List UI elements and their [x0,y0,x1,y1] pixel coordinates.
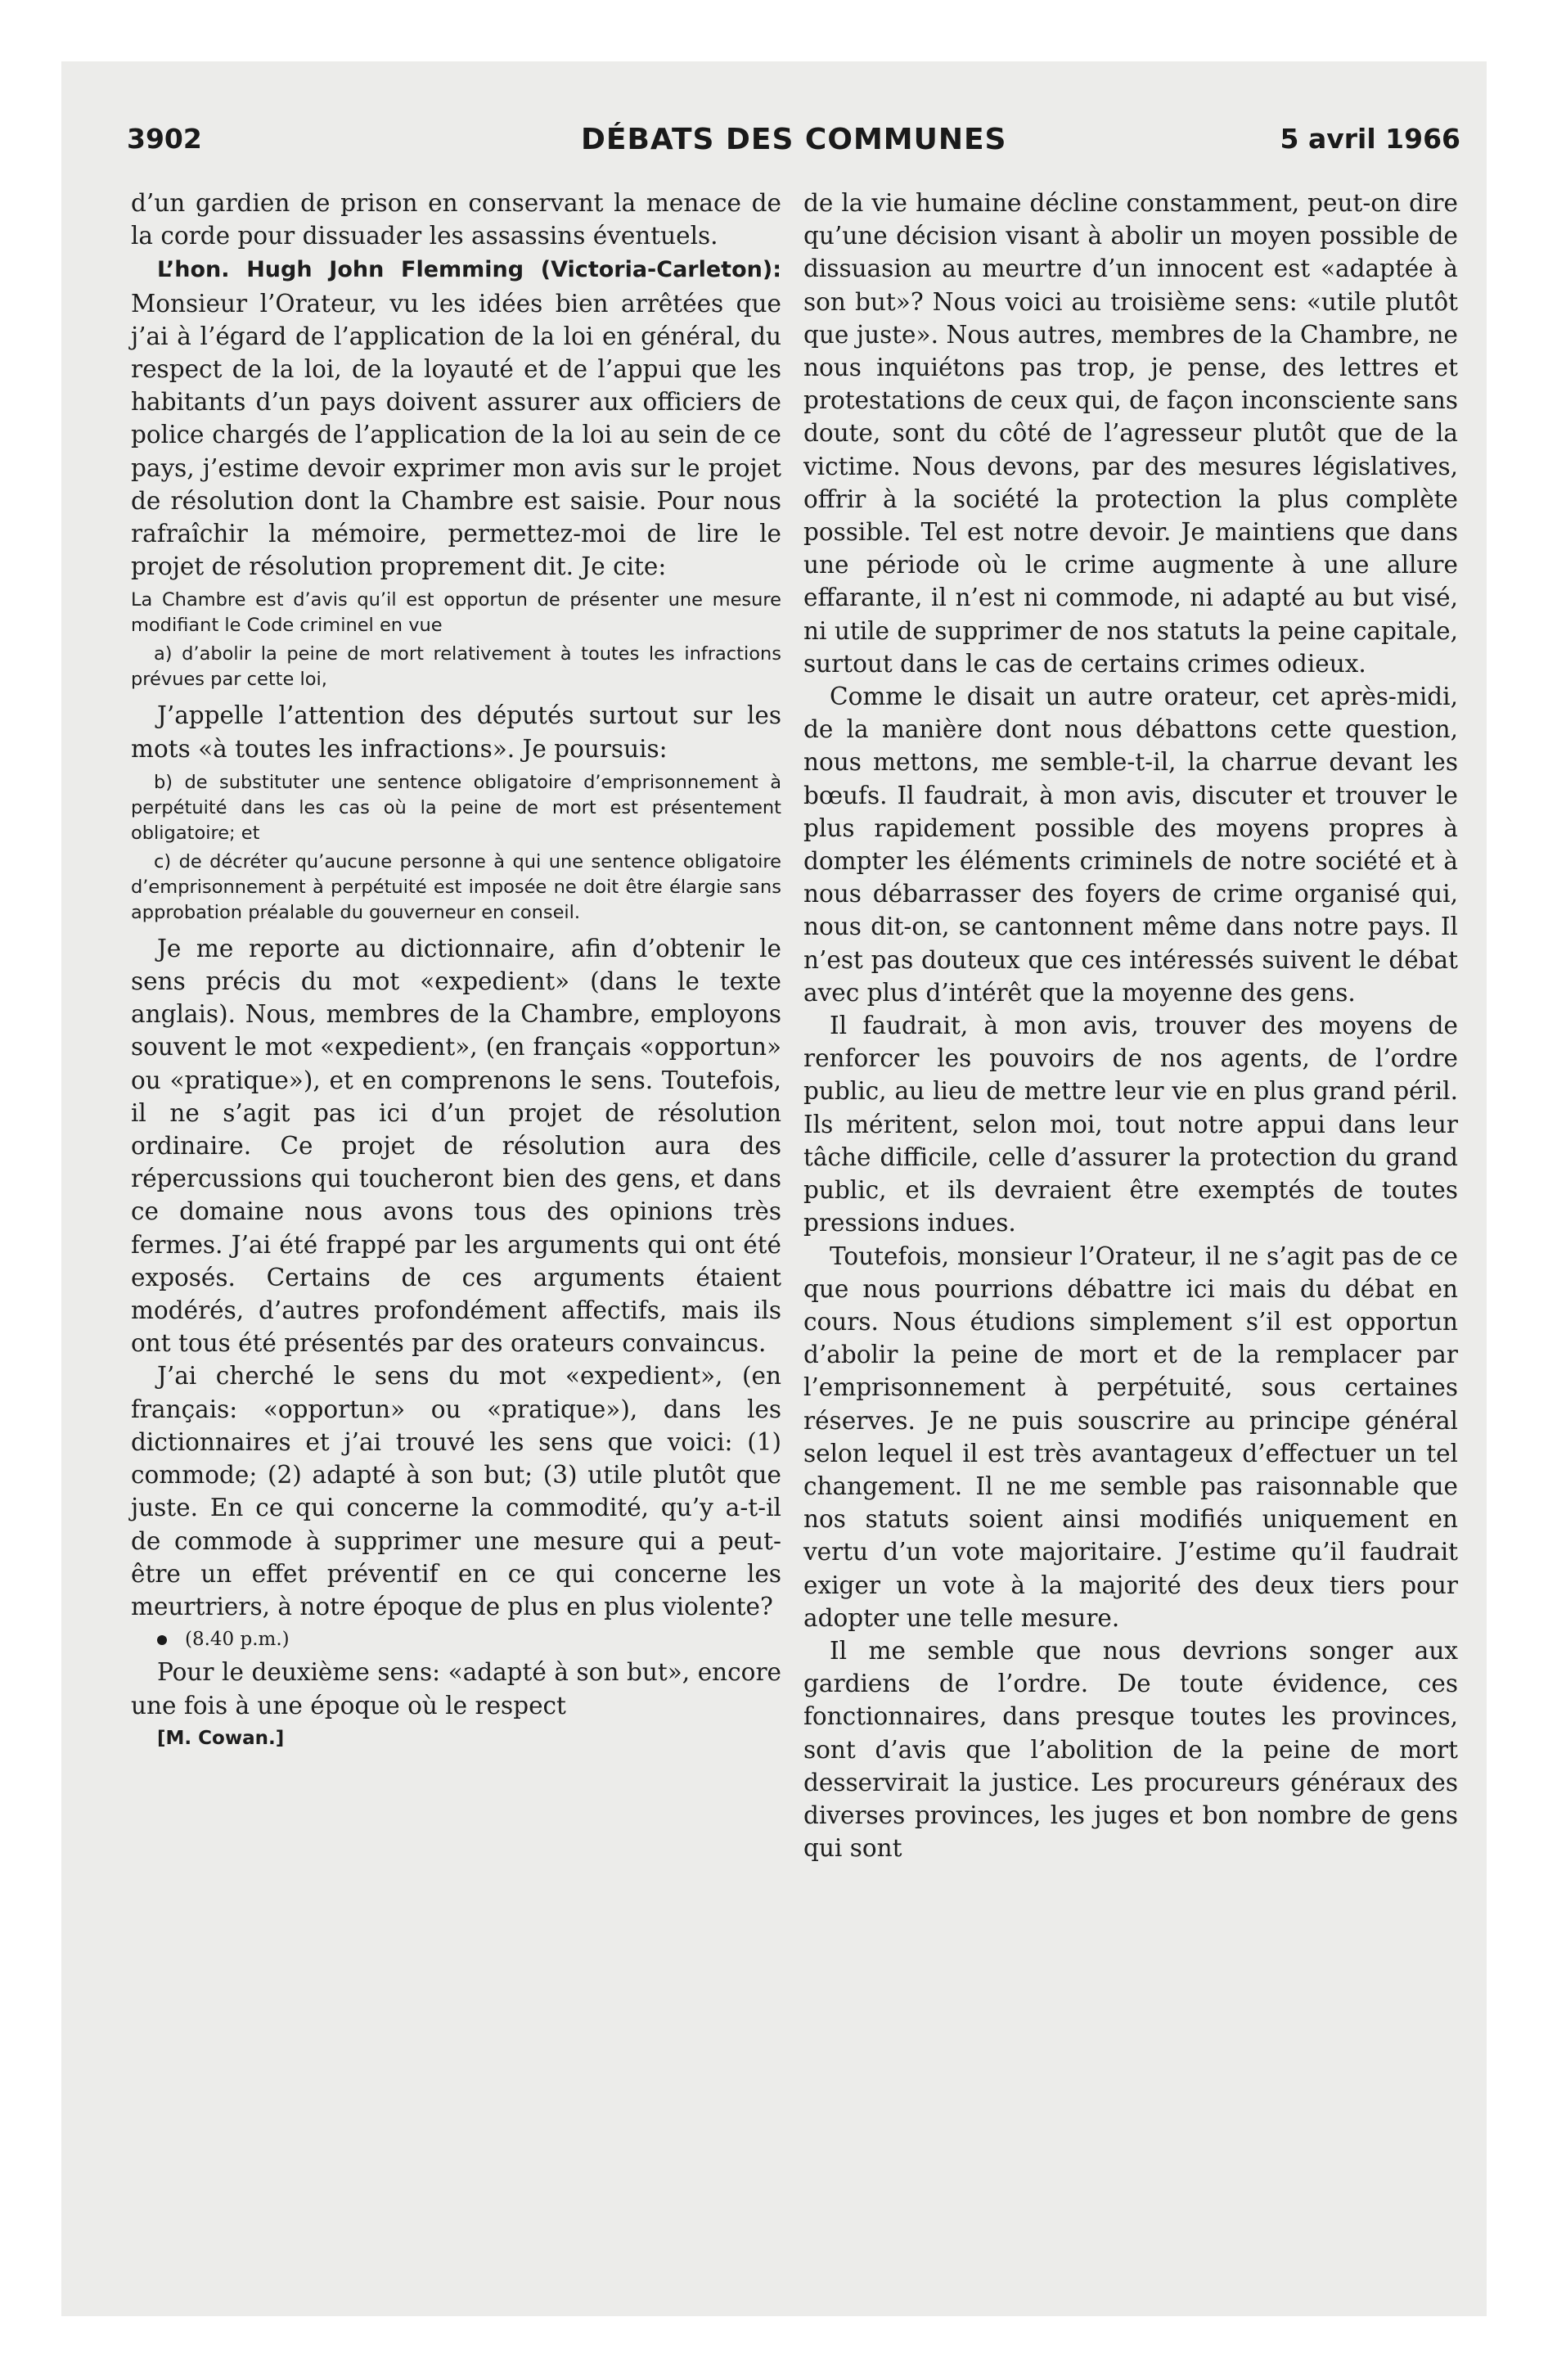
item-letter: b) [154,771,173,793]
paragraph: J’appelle l’attention des députés surtout sur les mots «à toutes les infractions». Je poursuis: [131,701,781,763]
paragraph: Pour le deuxième sens: «adapté à son but», encore une fois à une époque où le respect [131,1658,781,1720]
paragraph: Toutefois, monsieur l’Orateur, il ne s’agit pas de ce que nous pourrions débattre ici mais du débat en cours. Nous étudions simplement s’il est opportun d’abolir la peine de mort et de la remplacer par l’emprisonnement à perpétuité, sous certaines réserves. Je ne puis souscrire au principe général selon lequel il est très avantageux d’effectuer un tel changement. Il ne me semble pas raisonnable que nos statuts soient ainsi modifiés uniquement en vertu d’un vote majoritaire. J’estime qu’il faudrait exiger un vote à la majorité des deux tiers pour adopter une telle mesure. [803,1242,1458,1632]
paragraph: J’ai cherché le sens du mot «expedient», (en français: «opportun» ou «pratique»), dans les dictionnaires et j’ai trouvé les sens que voici: (1) commode; (2) adapté à son but; (3) utile plutôt que juste. En ce qui concerne la commodité, qu’y a-t-il de commode à supprimer une mesure qui a peut-être un effet préventif en ce qui concerne les meurtriers, à notre époque de plus en plus violente? [131,1362,781,1620]
bullet-icon [157,1635,167,1645]
item-text: de décréter qu’aucune personne à qui une sentence obligatoire d’emprisonnement à perpétuité est imposée ne doit être élargie sans approbation préalable du gouverneur en conseil. [131,850,781,923]
speaker-paragraph [131,252,781,583]
time-text: (8.40 p.m.) [185,1629,290,1651]
quote-item [131,850,781,926]
paragraph: Je me reporte au dictionnaire, afin d’obtenir le sens précis du mot «expedient» (dans le texte anglais). Nous, membres de la Chambre, employons souvent le mot «expedient», (en français «opportun» ou «pratique»), et en comprenons le sens. Toutefois, il ne s’agit pas ici d’un projet de résolution ordinaire. Ce projet de résolution aura des répercussions qui toucheront bien des gens, et dans ce domaine nous avons tous des opinions très fermes. J’ai été frappé par les arguments qui ont été exposés. Certains de ces arguments étaient modérés, d’autres profondément affectifs, mais ils ont tous été présentés par des orateurs convaincus. [131,934,781,1358]
quote-item [131,642,781,692]
paragraph: Comme le disait un autre orateur, cet après-midi, de la manière dont nous débattons cette question, nous mettons, me semble-t-il, la charrue devant les bœufs. Il faudrait, à mon avis, discuter et trouver le plus rapidement possible des moyens propres à dompter les éléments criminels de notre société et à nous débarrasser des foyers de crime organisé qui, nous dit-on, se cantonnent même dans notre pays. Il n’est pas douteux que ces intéressés suivent le débat avec plus d’intérêt que la moyenne des gens. [803,683,1458,1007]
resolution-quote [131,588,781,692]
footer-speaker: [M. Cowan.] [157,1727,285,1749]
quote-item [131,770,781,846]
journal-title: DÉBATS DES COMMUNES [581,123,1007,156]
time-marker [131,1623,781,1656]
header-date: 5 avril 1966 [1280,123,1460,155]
right-column [803,187,1458,1864]
paragraph: Il faudrait, à mon avis, trouver des moyens de renforcer les pouvoirs de nos agents, de l’ordre public, au lieu de mettre leur vie en plus grand péril. Ils méritent, selon moi, tout notre appui dans leur tâche difficile, celle d’assurer la protection du grand public, et ils devraient être exemptés de toutes pressions indues. [803,1012,1458,1237]
quote-paragraph: La Chambre est d’avis qu’il est opportun de présenter une mesure modifiant le Code criminel en vue [131,589,781,637]
resolution-quote-continued [131,770,781,926]
left-column [131,187,781,1755]
item-letter: c) [154,850,172,872]
item-text: d’abolir la peine de mort relativement à toutes les infractions prévues par cette loi, [131,643,781,691]
paragraph: de la vie humaine décline constamment, peut-on dire qu’une décision visant à abolir un moyen possible de dissuasion au meurtre d’un innocent est «adaptée à son but»? Nous voici au troisième sens: «utile plutôt que juste». Nous autres, membres de la Chambre, ne nous inquiétons pas trop, je pense, des lettres et protestations de ceux qui, de façon inconsciente sans doute, sont du côté de l’agresseur plutôt que de la victime. Nous devons, par des mesures législatives, offrir à la société la protection la plus complète possible. Tel est notre devoir. Je maintiens que dans une période où le crime augmente à une allure effarante, il n’est ni commode, ni adapté au but visé, ni utile de supprimer de nos statuts la peine capitale, surtout dans le cas de certains crimes odieux. [803,189,1458,678]
speaker-name: L’hon. Hugh John Flemming (Victoria-Carleton): [157,257,781,283]
paragraph: Il me semble que nous devrions songer aux gardiens de l’ordre. De toute évidence, ces fonctionnaires, dans presque toutes les provinces, sont d’avis que l’abolition de la peine de mort desservirait la justice. Les procureurs généraux des diverses provinces, les juges et bon nombre de gens qui sont [803,1636,1458,1863]
paragraph: d’un gardien de prison en conservant la menace de la corde pour dissuader les assassins éventuels. [131,189,781,250]
item-text: de substituter une sentence obligatoire d’emprisonnement à perpétuité dans les cas où la peine de mort est présentement obligatoire; et [131,771,781,844]
page-header [127,123,1460,162]
item-letter: a) [154,643,173,665]
speaker-text: Monsieur l’Orateur, vu les idées bien arrêtées que j’ai à l’égard de l’application de la loi en général, du respect de la loi, de la loyauté et de l’appui que les habitants d’un pays doivent assurer aux officiers de police chargés de l’application de la loi au sein de ce pays, j’estime devoir exprimer mon avis sur le projet de résolution dont la Chambre est saisie. Pour nous rafraîchir la mémoire, permettez-moi de lire le projet de résolution proprement dit. Je cite: [131,289,781,581]
page-number: 3902 [127,123,202,155]
